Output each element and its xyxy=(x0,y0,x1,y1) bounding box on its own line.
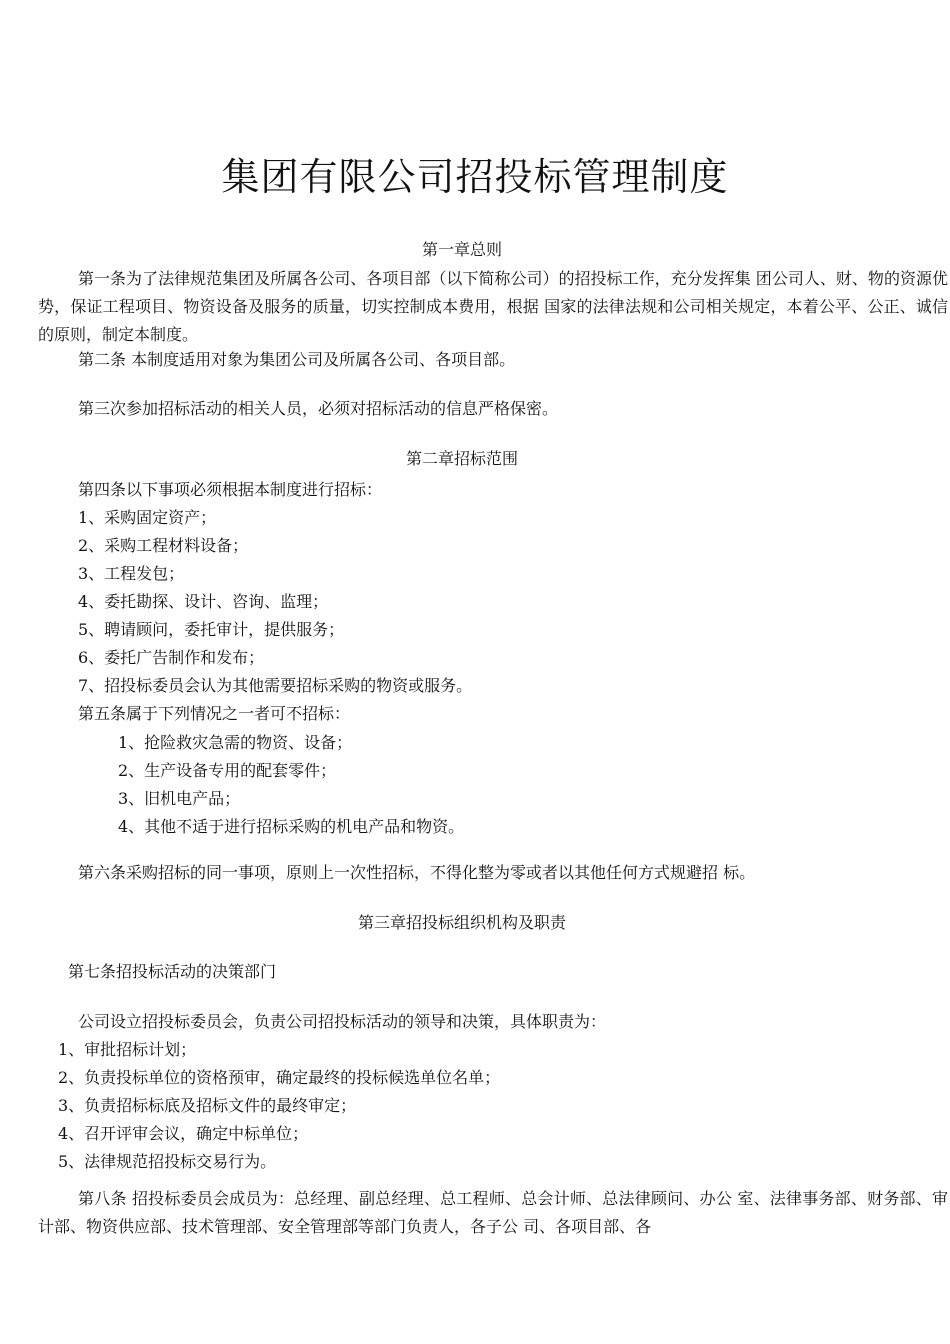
list-item: 4、召开评审会议，确定中标单位； xyxy=(58,1124,309,1143)
committee-intro: 公司设立招投标委员会，负责公司招投标活动的领导和决策，具体职责为： xyxy=(78,1012,607,1031)
chapter-3-heading: 第三章招投标组织机构及职责 xyxy=(357,913,566,932)
list-item: 7、招投标委员会认为其他需要招标采购的物资或服务。 xyxy=(78,676,473,695)
article-5: 第五条属于下列情况之一者可不招标： xyxy=(78,704,351,723)
article-2: 第二条 本制度适用对象为集团公司及所属各公司、各项目部。 xyxy=(78,350,516,369)
list-item: 2、生产设备专用的配套零件； xyxy=(118,761,337,780)
list-item: 4、委托勘探、设计、咨询、监理； xyxy=(78,592,329,611)
chapter-1-heading: 第一章总则 xyxy=(421,240,502,259)
list-item: 5、法律规范招投标交易行为。 xyxy=(58,1152,277,1171)
list-item: 3、负责招标标底及招标文件的最终审定； xyxy=(58,1096,357,1115)
article-4: 第四条以下事项必须根据本制度进行招标： xyxy=(78,480,383,499)
article-8: 第八条 招投标委员会成员为：总经理、副总经理、总工程师、总会计师、总法律顾问、办公 室、法律事务部、财务部、审计部、物资供应部、技术管理部、安全管理部等部门负责人，各子公 司、各项目部、各 xyxy=(38,1189,948,1236)
list-item: 5、聘请顾问，委托审计，提供服务； xyxy=(78,620,345,639)
list-item: 2、负责投标单位的资格预审，确定最终的投标候选单位名单； xyxy=(58,1068,501,1087)
list-item: 3、旧机电产品； xyxy=(118,789,241,808)
list-item: 2、采购工程材料设备； xyxy=(78,536,249,555)
article-7: 第七条招投标活动的决策部门 xyxy=(68,962,277,981)
article-3: 第三次参加招标活动的相关人员，必须对招标活动的信息严格保密。 xyxy=(78,399,559,418)
list-item: 1、抢险救灾急需的物资、设备； xyxy=(118,733,353,752)
chapter-2-heading: 第二章招标范围 xyxy=(405,449,518,468)
article-6: 第六条采购招标的同一事项，原则上一次性招标，不得化整为零或者以其他任何方式规避招 标。 xyxy=(78,863,756,882)
list-item: 3、工程发包； xyxy=(78,564,185,583)
article-1: 第一条为了法律规范集团及所属各公司、各项目部（以下简称公司）的招投标工作，充分发挥集 团公司人、财、物的资源优势，保证工程项目、物资设备及服务的质量，切实控制成本费用，根据 国家的法律法规和公司相关规定，本着公平、公正、诚信的原则，制定本制度。 xyxy=(38,269,948,344)
list-item: 1、审批招标计划； xyxy=(58,1040,197,1059)
document-title: 集团有限公司招投标管理制度 xyxy=(221,155,729,199)
list-item: 4、其他不适于进行招标采购的机电产品和物资。 xyxy=(118,817,465,836)
list-item: 1、采购固定资产； xyxy=(78,508,217,527)
list-item: 6、委托广告制作和发布； xyxy=(78,648,265,667)
